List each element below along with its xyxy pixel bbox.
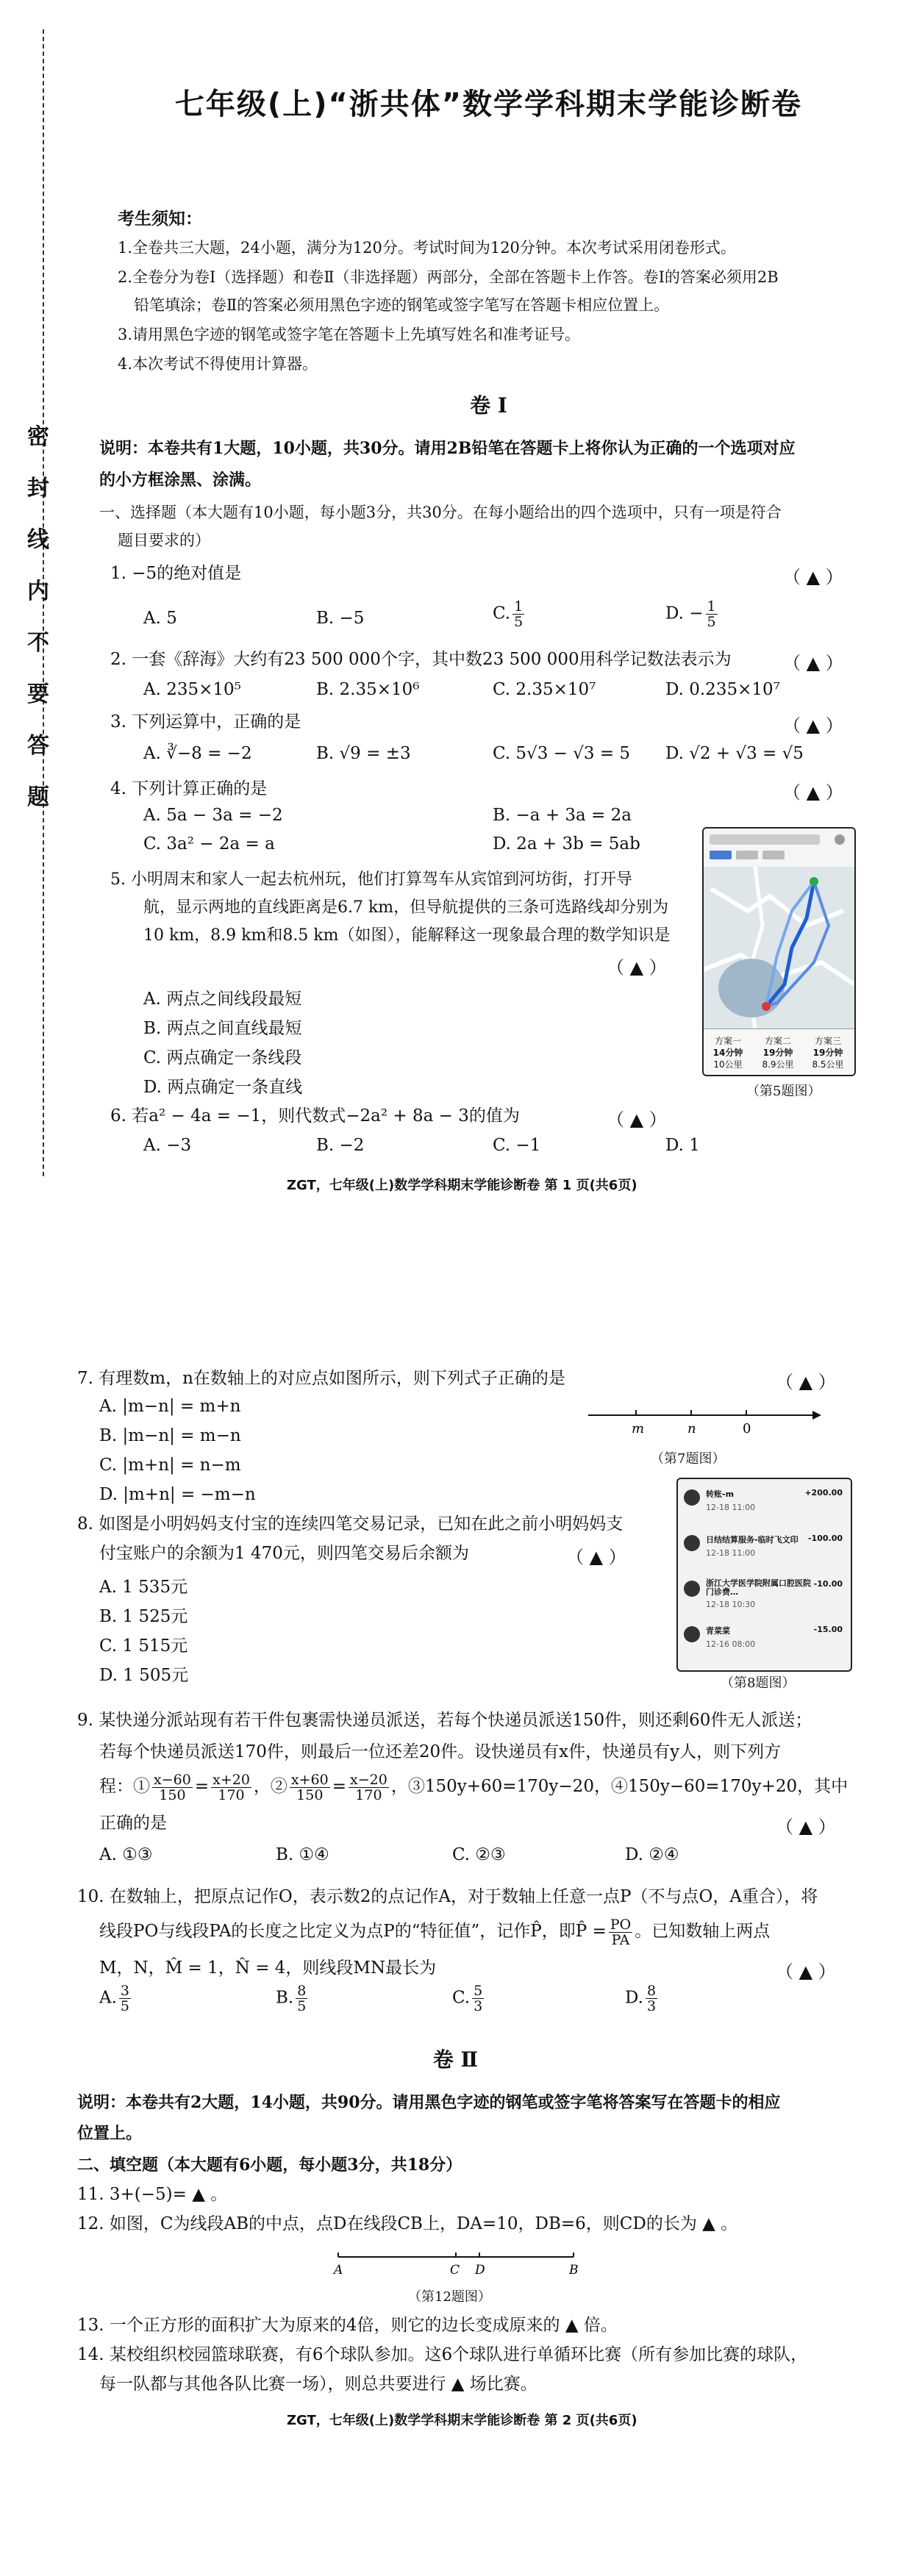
fraction: $\frac{3}{5}$ bbox=[120, 1983, 130, 2014]
question-9-stem: 若每个快递员派送170件，则最后一位还差20件。设快递员有x件，快递员有y人，则下列方 bbox=[99, 1742, 782, 1761]
option-d: D. 2a + 3b = 5ab bbox=[493, 834, 640, 854]
option-c: C. 5√3 − √3 = 5 bbox=[493, 744, 631, 763]
part-1-heading: 题目要求的） bbox=[118, 532, 210, 549]
question-5-stem: 5. 小明周末和家人一起去杭州玩，他们打算驾车从宾馆到河坊街，打开导 bbox=[110, 870, 632, 889]
answer-bracket: （ ▲ ） bbox=[776, 1372, 836, 1392]
question-4-stem: 4. 下列计算正确的是 bbox=[110, 779, 268, 798]
question-5-stem: 航，显示两地的直线距离是6.7 km，但导航提供的三条可选路线却分别为 bbox=[143, 898, 669, 917]
number-line-figure-7 bbox=[581, 1400, 824, 1445]
option-c: C. 1 515元 bbox=[99, 1636, 188, 1656]
question-14: 14. 某校组织校园篮球联赛，有6个球队参加。这6个球队进行单循环比赛（所有参加比赛的球队， bbox=[77, 2345, 808, 2364]
answer-bracket: （ ▲ ） bbox=[783, 715, 843, 736]
label-zero: 0 bbox=[743, 1421, 751, 1437]
route-option-2[interactable]: 方案二 19分钟 8.9公里 bbox=[762, 1036, 794, 1070]
option-a: A. 5 bbox=[143, 609, 177, 628]
question-1-stem: 1. −5的绝对值是 bbox=[110, 564, 242, 583]
option-c: C. ②③ bbox=[452, 1845, 506, 1864]
option-b: B. 2.35×10⁶ bbox=[316, 680, 420, 699]
option-c: C. |m+n| = n−m bbox=[99, 1456, 241, 1475]
option-d: D. − $\frac{1}{5}$ bbox=[665, 598, 716, 630]
section-1-description: 的小方框涂黑、涂满。 bbox=[99, 471, 262, 490]
option-a: A. |m−n| = m+n bbox=[99, 1397, 241, 1416]
question-13: 13. 一个正方形的面积扩大为原来的4倍，则它的边长变成原来的 ▲ 倍。 bbox=[77, 2316, 618, 2335]
grocery-icon bbox=[684, 1626, 700, 1642]
notice-line: 2.全卷分为卷Ⅰ（选择题）和卷Ⅱ（非选择题）两部分，全部在答题卡上作答。卷Ⅰ的答案必须用2B bbox=[118, 268, 779, 286]
fraction: $\frac{x-20}{170}$ bbox=[350, 1771, 387, 1803]
option-c: C. $\frac{5}{3}$ bbox=[452, 1983, 483, 2014]
option-d: D. √2 + √3 = √5 bbox=[665, 744, 804, 763]
question-14: 每一队都与其他各队比赛一场），则总共要进行 ▲ 场比赛。 bbox=[99, 2375, 537, 2394]
page-gap bbox=[0, 1206, 911, 1338]
option-d: D. 两点确定一条直线 bbox=[143, 1078, 303, 1097]
question-10-stem: 10. 在数轴上，把原点记作O，表示数2的点记作A，对于数轴上任意一点P（不与点O，A重合），将 bbox=[77, 1887, 818, 1906]
route-options-bar bbox=[704, 1028, 854, 1075]
section-1-description: 说明：本卷共有1大题，10小题，共30分。请用2B铅笔在答题卡上将你认为正确的一个选项对应 bbox=[99, 439, 796, 458]
figure-5-caption: （第5题图） bbox=[746, 1084, 821, 1099]
option-c: C. 2.35×10⁷ bbox=[493, 680, 596, 699]
page-footer: ZGT，七年级(上)数学学科期末学能诊断卷 第 1 页(共6页) bbox=[287, 1178, 637, 1193]
question-11: 11. 3+(−5)= ▲ 。 bbox=[77, 2185, 228, 2204]
option-d: D. 0.235×10⁷ bbox=[665, 680, 780, 699]
fraction: $\frac{1}{5}$ bbox=[514, 598, 524, 630]
label-n: n bbox=[687, 1421, 696, 1437]
route-option-3[interactable]: 方案三 19分钟 8.5公里 bbox=[812, 1036, 844, 1070]
notice-line: 3.请用黑色字迹的钢笔或签字笔在答题卡上先填写姓名和准考证号。 bbox=[118, 326, 581, 343]
option-a: A. 两点之间线段最短 bbox=[143, 990, 302, 1009]
option-b: B. −2 bbox=[316, 1136, 365, 1155]
fraction: $\frac{x+60}{150}$ bbox=[290, 1771, 329, 1803]
answer-bracket: （ ▲ ） bbox=[566, 1547, 626, 1567]
map-header-bar bbox=[704, 829, 854, 867]
answer-bracket: （ ▲ ） bbox=[776, 1817, 836, 1837]
fraction: $\frac{5}{3}$ bbox=[474, 1983, 483, 2014]
exam-title: 七年级(上)“浙共体”数学学科期末学能诊断卷 bbox=[174, 87, 803, 121]
segment-figure-12 bbox=[324, 2246, 588, 2283]
option-b: B. −5 bbox=[316, 609, 365, 628]
option-b: B. $\frac{8}{5}$ bbox=[276, 1983, 307, 2014]
option-c: C. −1 bbox=[493, 1136, 541, 1155]
section-2-title: 卷 Ⅱ bbox=[432, 2047, 479, 2072]
figure-8-caption: （第8题图） bbox=[721, 1675, 796, 1691]
option-c: C. 3a² − 2a = a bbox=[143, 834, 275, 854]
option-a: A. ①③ bbox=[99, 1845, 153, 1864]
binding-warning-text: 密 封 线 内 不 要 答 题 bbox=[27, 424, 49, 810]
payment-records-figure bbox=[676, 1478, 852, 1672]
option-b: B. −a + 3a = 2a bbox=[493, 806, 632, 825]
part-2-heading: 二、填空题（本大题有6小题，每小题3分，共18分） bbox=[77, 2155, 462, 2175]
figure-7-caption: （第7题图） bbox=[651, 1451, 726, 1467]
option-a: A. $\frac{3}{5}$ bbox=[99, 1983, 130, 2014]
question-6-stem: 6. 若a² − 4a = −1，则代数式−2a² + 8a − 3的值为 bbox=[110, 1106, 520, 1126]
label-c: C bbox=[450, 2263, 460, 2278]
notice-line: 4.本次考试不得使用计算器。 bbox=[118, 355, 318, 373]
option-d: D. $\frac{8}{3}$ bbox=[625, 1983, 657, 2014]
number-line-arrow bbox=[812, 1411, 821, 1420]
option-a: A. 5a − 3a = −2 bbox=[143, 806, 283, 825]
map-header-icons bbox=[704, 829, 854, 867]
section-2-description: 位置上。 bbox=[77, 2124, 143, 2143]
question-5-stem: 10 km，8.9 km和8.5 km（如图），能解释这一现象最合理的数学知识是 bbox=[143, 926, 671, 945]
label-b: B bbox=[569, 2263, 579, 2278]
option-c: C. $\frac{1}{5}$ bbox=[493, 598, 524, 630]
print-shop-icon bbox=[684, 1535, 700, 1551]
option-c: C. 两点确定一条线段 bbox=[143, 1048, 302, 1067]
question-12: 12. 如图，C为线段AB的中点，点D在线段CB上，DA=10，DB=6，则CD的长为 ▲ 。 bbox=[77, 2214, 738, 2233]
option-b: B. √9 = ±3 bbox=[316, 744, 411, 763]
answer-bracket: （ ▲ ） bbox=[776, 1961, 836, 1982]
fraction: $\frac{PO}{PA}$ bbox=[610, 1916, 632, 1948]
label-m: m bbox=[632, 1421, 645, 1437]
notice-line: 1.全卷共三大题，24小题，满分为120分。考试时间为120分钟。本次考试采用闭卷形式。 bbox=[118, 239, 736, 257]
fraction: $\frac{x+20}{170}$ bbox=[212, 1771, 250, 1803]
notice-line: 铅笔填涂；卷Ⅱ的答案必须用黑色字迹的钢笔或签字笔写在答题卡相应位置上。 bbox=[134, 296, 670, 314]
part-1-heading: 一、选择题（本大题有10小题，每小题3分，共30分。在每小题给出的四个选项中，只有一项是符合 bbox=[99, 504, 782, 521]
answer-bracket: （ ▲ ） bbox=[783, 782, 843, 803]
question-9-equations: 程：① $\frac{x-60}{150}$ = $\frac{x+20}{170}$ ，② $\frac{x+60}{150}$ = $\frac{x-20}{170}$ ，③150y+60=170y−20，④150y−60=170y+20，其中 bbox=[99, 1771, 849, 1803]
binding-margin bbox=[0, 0, 66, 1206]
fraction: $\frac{8}{3}$ bbox=[646, 1983, 657, 2014]
answer-bracket: （ ▲ ） bbox=[783, 567, 843, 587]
transfer-icon bbox=[684, 1489, 700, 1506]
question-9-stem: 正确的是 bbox=[99, 1814, 167, 1833]
option-b: B. 两点之间直线最短 bbox=[143, 1019, 302, 1038]
answer-bracket: （ ▲ ） bbox=[607, 1109, 667, 1130]
answer-bracket: （ ▲ ） bbox=[783, 653, 843, 673]
exam-page-1 bbox=[0, 0, 911, 1206]
question-8-stem: 8. 如图是小明妈妈支付宝的连续四笔交易记录，已知在此之前小明妈妈支 bbox=[77, 1514, 624, 1534]
route-option-1[interactable]: 方案一 14分钟 10公里 bbox=[712, 1036, 743, 1070]
transaction-record: 青菜菜 12-16 08:00 -15.00 bbox=[684, 1623, 844, 1660]
question-2-stem: 2. 一套《辞海》大约有23 500 000个字，其中数23 500 000用科学记数法表示为 bbox=[110, 650, 732, 669]
option-d: D. ②④ bbox=[625, 1845, 679, 1864]
question-8-stem: 付宝账户的余额为1 470元，则四笔交易后余额为 bbox=[99, 1544, 469, 1563]
figure-12-caption: （第12题图） bbox=[408, 2289, 491, 2305]
option-b: B. ①④ bbox=[276, 1845, 329, 1864]
option-d: D. 1 bbox=[665, 1136, 700, 1155]
answer-bracket: （ ▲ ） bbox=[607, 957, 667, 978]
section-1-title: 卷 Ⅰ bbox=[470, 393, 507, 418]
transaction-record: 日结结算服务-临时飞文印 12-18 11:00 -100.00 bbox=[684, 1532, 844, 1569]
question-7-stem: 7. 有理数m，n在数轴上的对应点如图所示，则下列式子正确的是 bbox=[77, 1369, 565, 1388]
fraction: $\frac{1}{5}$ bbox=[707, 598, 716, 630]
question-10-stem: 线段PO与线段PA的长度之比定义为点P的“特征值”，记作P̂，即P̂ = $\frac{PO}{PA}$ 。已知数轴上两点 bbox=[99, 1916, 771, 1948]
option-a: A. ∛−8 = −2 bbox=[143, 744, 252, 763]
fraction: $\frac{x-60}{150}$ bbox=[154, 1771, 191, 1803]
option-a: A. −3 bbox=[143, 1136, 192, 1155]
question-9-stem: 9. 某快递分派站现有若干件包裹需快递员派送，若每个快递员派送150件，则还剩60件无人派送； bbox=[77, 1711, 812, 1730]
fraction: $\frac{8}{5}$ bbox=[297, 1983, 307, 2014]
hospital-icon bbox=[684, 1581, 700, 1597]
transaction-record: 转账-m 12-18 11:00 +200.00 bbox=[684, 1486, 844, 1523]
option-a: A. 1 535元 bbox=[99, 1578, 188, 1597]
option-a: A. 235×10⁵ bbox=[143, 680, 241, 699]
question-3-stem: 3. 下列运算中，正确的是 bbox=[110, 712, 301, 731]
label-a: A bbox=[334, 2263, 343, 2278]
option-d: D. |m+n| = −m−n bbox=[99, 1485, 256, 1504]
exam-page-2 bbox=[0, 1338, 911, 2576]
section-2-description: 说明：本卷共有2大题，14小题，共90分。请用黑色字迹的钢笔或签字笔将答案写在答题卡的相应 bbox=[77, 2093, 781, 2112]
option-b: B. 1 525元 bbox=[99, 1607, 188, 1626]
map-routes-drawing bbox=[704, 867, 854, 1029]
question-10-stem: M，N，M̂ = 1，N̂ = 4，则线段MN最长为 bbox=[99, 1958, 437, 1978]
option-b: B. |m−n| = m−n bbox=[99, 1426, 241, 1445]
page-footer: ZGT，七年级(上)数学学科期末学能诊断卷 第 2 页(共6页) bbox=[287, 2413, 637, 2428]
transaction-record: 浙江大学医学院附属口腔医院门诊费… 12-18 10:30 -10.00 bbox=[684, 1578, 844, 1614]
label-d: D bbox=[475, 2263, 485, 2278]
option-d: D. 1 505元 bbox=[99, 1666, 189, 1685]
navigation-map-figure bbox=[702, 827, 856, 1076]
notice-title: 考生须知： bbox=[118, 209, 202, 229]
